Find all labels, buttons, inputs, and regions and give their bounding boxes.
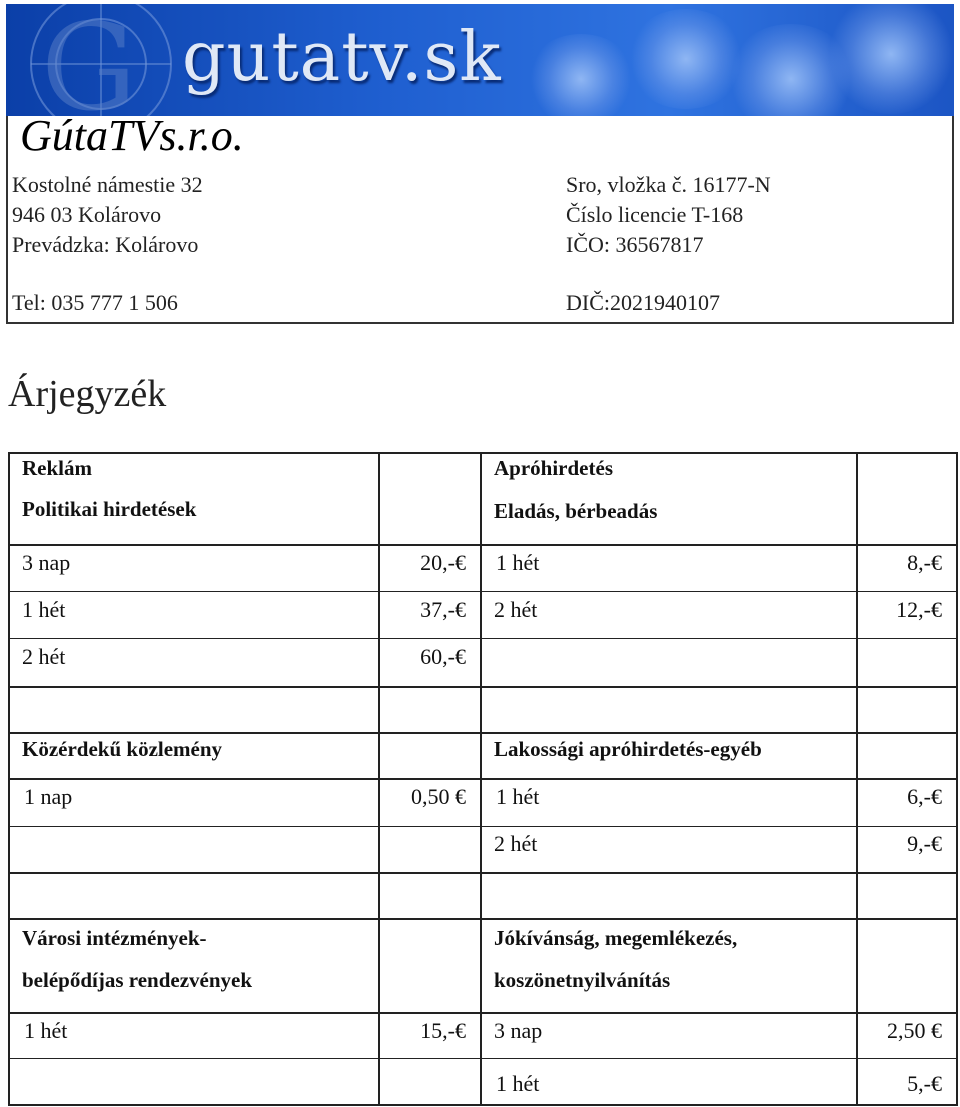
varosi-row-label: 1 hét — [24, 1018, 68, 1043]
kozerdeku-row-price: 0,50 € — [411, 784, 466, 809]
banner-site-name: gutatv.sk — [182, 18, 502, 97]
varosi-title-line1: Városi intézmények- — [22, 926, 207, 950]
lakossagi-row-price: 6,-€ — [907, 784, 942, 809]
reklam-row-price: 37,-€ — [420, 597, 466, 622]
reklam-subtitle: Politikai hirdetések — [22, 497, 197, 521]
jokivansag-row-price: 2,50 € — [887, 1018, 942, 1043]
jokivansag-title-line1: Jókívánság, megemlékezés, — [494, 926, 738, 950]
lakossagi-title: Lakossági apróhirdetés-egyéb — [494, 737, 762, 761]
jokivansag-title-line2: koszönetnyilvánítás — [494, 968, 671, 992]
dic: DIČ:2021940107 — [566, 290, 720, 315]
aprohirdetes-row-price: 12,-€ — [896, 597, 942, 622]
address-line2: 946 03 Kolárovo — [12, 202, 162, 227]
reklam-title: Reklám — [22, 456, 92, 480]
lakossagi-row-price: 9,-€ — [907, 831, 942, 856]
lakossagi-row-label: 1 hét — [496, 784, 540, 809]
reklam-row-label: 3 nap — [22, 550, 71, 575]
registry: Sro, vložka č. 16177-N — [566, 172, 771, 197]
svg-text:G: G — [41, 4, 137, 116]
film-reel-icon — [6, 4, 206, 116]
jokivansag-row-price: 5,-€ — [907, 1071, 942, 1096]
company-name: GútaTVs.r.o. — [20, 111, 244, 160]
banner-flower-decoration — [526, 34, 636, 116]
aprohirdetes-title: Apróhirdetés — [494, 456, 613, 480]
varosi-title-line2: belépődíjas rendezvények — [22, 968, 253, 992]
page-title: Árjegyzék — [8, 373, 167, 415]
aprohirdetes-row-label: 1 hét — [496, 550, 540, 575]
premises: Prevádzka: Kolárovo — [12, 232, 199, 257]
jokivansag-row-label: 1 hét — [496, 1071, 540, 1096]
ico: IČO: 36567817 — [566, 232, 704, 257]
reklam-row-label: 2 hét — [22, 644, 66, 669]
reklam-row-label: 1 hét — [22, 597, 66, 622]
aprohirdetes-row-label: 2 hét — [494, 597, 538, 622]
phone: Tel: 035 777 1 506 — [12, 290, 178, 315]
site-banner — [6, 4, 954, 116]
aprohirdetes-subtitle: Eladás, bérbeadás — [494, 499, 658, 523]
kozerdeku-title: Közérdekű közlemény — [22, 737, 223, 761]
kozerdeku-row-label: 1 nap — [24, 784, 73, 809]
jokivansag-row-label: 3 nap — [494, 1018, 543, 1043]
lakossagi-row-label: 2 hét — [494, 831, 538, 856]
aprohirdetes-row-price: 8,-€ — [907, 550, 942, 575]
reklam-row-price: 20,-€ — [420, 550, 466, 575]
varosi-row-price: 15,-€ — [420, 1018, 466, 1043]
address-line1: Kostolné námestie 32 — [12, 172, 203, 197]
reklam-row-price: 60,-€ — [420, 644, 466, 669]
license: Číslo licencie T-168 — [566, 202, 744, 227]
